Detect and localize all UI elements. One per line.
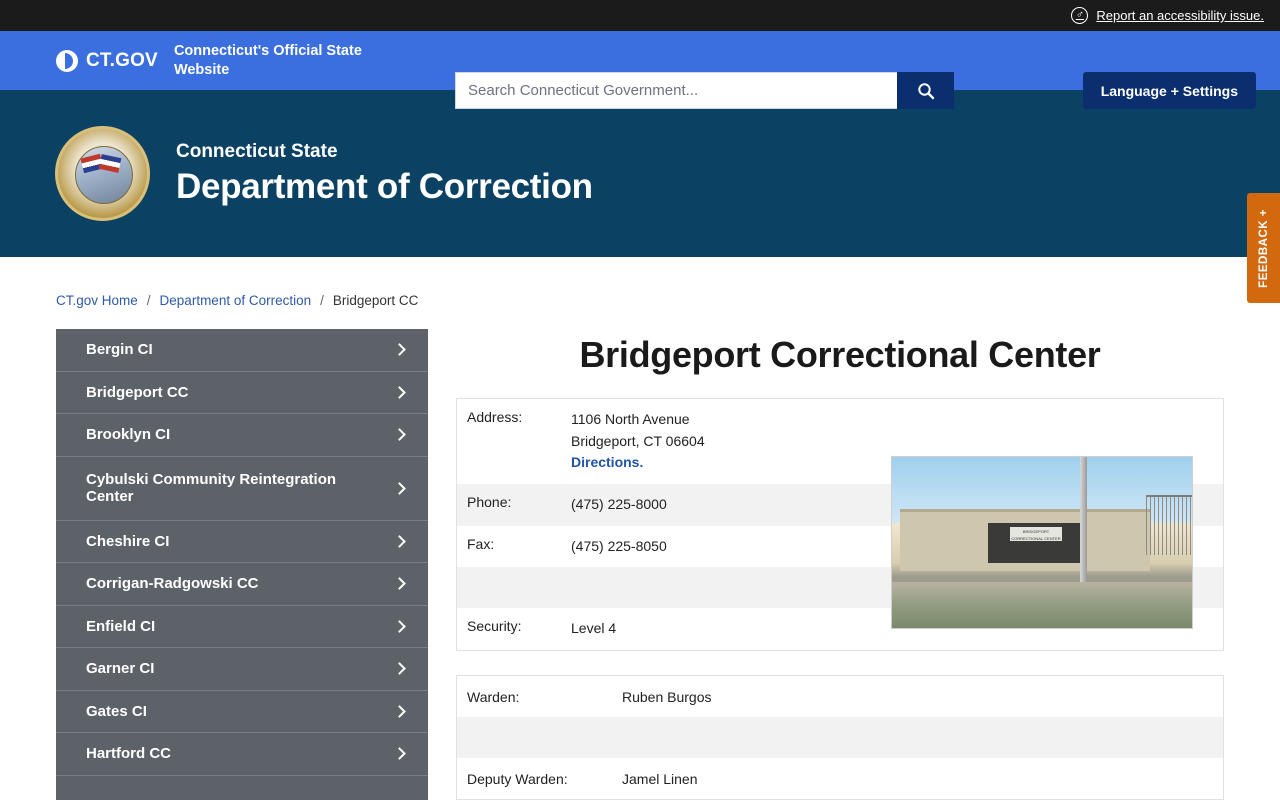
breadcrumb-parent-link[interactable]: Department of Correction — [159, 293, 312, 308]
sidebar-item-label: Cybulski Community Reintegration Center — [86, 470, 337, 505]
deputy-warden-name: Jamel Linen — [622, 770, 698, 787]
deputy-warden-row — [457, 758, 1223, 799]
chevron-right-icon — [393, 620, 406, 633]
ctgov-logo[interactable] — [56, 50, 158, 72]
facility-photo — [891, 456, 1193, 629]
sidebar-item-label: Garner CI — [86, 660, 155, 678]
address-line-1: 1106 North Avenue — [571, 411, 690, 427]
sidebar-item-label: Bergin CI — [86, 341, 153, 359]
report-accessibility-issue-label: Report an accessibility issue. — [1096, 8, 1264, 23]
sidebar-item-hartford-cc[interactable] — [56, 733, 428, 776]
facility-photo-sign: BRIDGEPORT CORRECTIONAL CENTER — [1011, 529, 1061, 541]
address-label: Address: — [467, 409, 523, 425]
phone-label: Phone: — [467, 494, 512, 511]
sidebar-item-corrigan-radgowski-cc[interactable] — [56, 563, 428, 606]
breadcrumb-current: Bridgeport CC — [332, 293, 419, 308]
sidebar-item-label: Cheshire CI — [86, 532, 170, 550]
chevron-right-icon — [393, 386, 406, 399]
sidebar-item-cybulski-community-reintegration-center[interactable] — [56, 457, 428, 521]
sidebar-item-enfield-ci[interactable] — [56, 606, 428, 649]
warden-label: Warden: — [467, 688, 520, 705]
sidebar-item-label: Brooklyn CI — [86, 426, 171, 444]
facility-info-card — [456, 398, 1224, 651]
accessibility-bar — [0, 0, 1280, 31]
agency-state-line: Connecticut State — [176, 140, 338, 162]
spacer-label — [467, 577, 571, 593]
page-content — [0, 308, 1280, 800]
agency-name: Department of Correction — [176, 166, 593, 206]
department-of-correction-seal-icon — [55, 126, 150, 221]
address-value — [571, 409, 705, 474]
search-input[interactable] — [455, 72, 897, 109]
sidebar-item-bergin-ci[interactable] — [56, 329, 428, 372]
fax-label: Fax: — [467, 535, 495, 552]
agency-header — [0, 90, 1280, 257]
sidebar-item-brooklyn-ci[interactable] — [56, 414, 428, 457]
breadcrumb-separator-2: / — [320, 293, 324, 308]
warden-name: Ruben Burgos — [622, 688, 712, 705]
facility-staff-card — [456, 675, 1224, 800]
chevron-right-icon — [393, 343, 406, 356]
search-button[interactable] — [897, 72, 954, 109]
sidebar-item-cheshire-ci[interactable] — [56, 521, 428, 564]
breadcrumb — [0, 257, 1280, 308]
breadcrumb-home-link[interactable]: CT.gov Home — [56, 293, 138, 308]
site-search — [455, 72, 954, 109]
chevron-right-icon — [393, 428, 406, 441]
fax-value: (475) 225-8050 — [571, 537, 667, 554]
deputy-warden-label: Deputy Warden: — [467, 770, 568, 787]
warden-row — [457, 676, 1223, 717]
chevron-right-icon — [393, 705, 406, 718]
feedback-tab[interactable] — [1247, 193, 1280, 303]
sidebar-item-label: Hartford CC — [86, 745, 171, 763]
directions-link[interactable]: Directions. — [571, 454, 644, 471]
sidebar-item-bridgeport-cc[interactable] — [56, 372, 428, 415]
facility-details — [456, 329, 1224, 800]
sidebar-item-label: Corrigan-Radgowski CC — [86, 575, 259, 593]
security-value: Level 4 — [571, 620, 617, 637]
sidebar-item-label: Bridgeport CC — [86, 383, 189, 401]
ctgov-tagline: Connecticut's Official State Website — [173, 43, 362, 78]
chevron-right-icon — [393, 482, 406, 495]
accessibility-icon: ♂ — [1071, 7, 1088, 24]
facility-sidebar — [56, 329, 428, 800]
report-accessibility-issue-link[interactable] — [1071, 7, 1264, 24]
ctgov-wordmark: CT.GOV — [86, 49, 158, 71]
sidebar-item-garner-ci[interactable] — [56, 648, 428, 691]
phone-value: (475) 225-8000 — [571, 496, 667, 513]
ctgov-seal-icon — [56, 50, 78, 72]
chevron-right-icon — [393, 535, 406, 548]
language-settings-button[interactable]: Language + Settings — [1083, 72, 1256, 109]
security-label: Security: — [467, 618, 522, 635]
sidebar-item-gates-ci[interactable] — [56, 691, 428, 734]
chevron-right-icon — [393, 577, 406, 590]
page-title: Bridgeport Correctional Center — [579, 334, 1101, 375]
chevron-right-icon — [393, 662, 406, 675]
chevron-right-icon — [393, 747, 406, 760]
breadcrumb-separator-1: / — [146, 293, 151, 308]
ctgov-global-bar — [0, 31, 1280, 99]
feedback-tab-label: FEEDBACK + — [1257, 208, 1270, 288]
sidebar-item-label: Gates CI — [86, 702, 147, 720]
address-line-2: Bridgeport, CT 06604 — [571, 432, 705, 449]
staff-spacer-row — [457, 717, 1223, 758]
agency-titles — [176, 141, 593, 207]
sidebar-item-label: Enfield CI — [86, 617, 156, 635]
